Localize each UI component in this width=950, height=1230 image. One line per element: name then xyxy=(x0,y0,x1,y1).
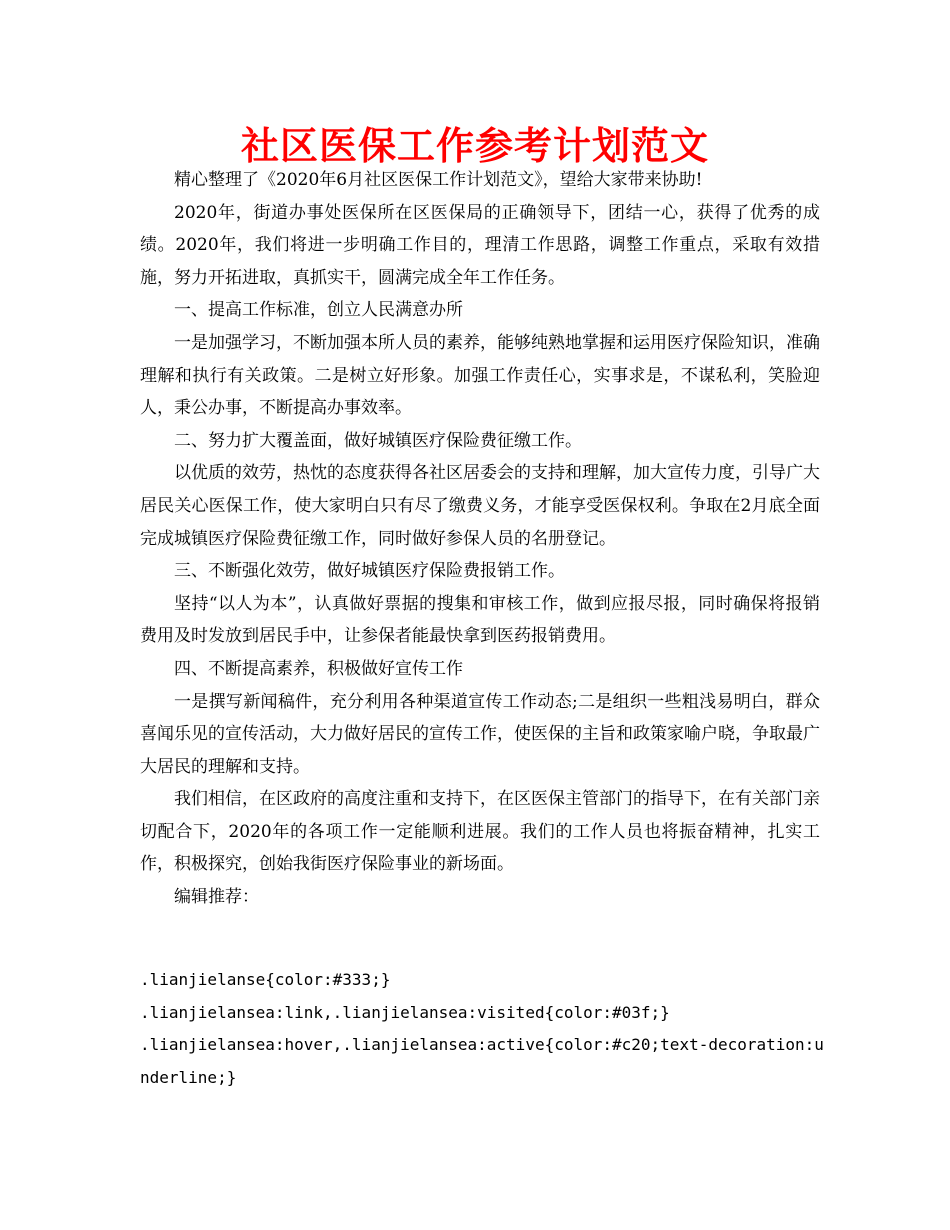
closing-paragraph: 我们相信，在区政府的高度注重和支持下，在区医保主管部门的指导下，在有关部门亲切配合下，2020年的各项工作一定能顺利进展。我们的工作人员也将振奋精神，扎实工作，积极探究，创始我街医疗保险事业的新场面。 xyxy=(140,789,820,875)
section-paragraph-2: 以优质的效劳，热忱的态度获得各社区居委会的支持和理解，加大宣传力度，引导广大居民关心医保工作，使大家明白只有尽了缴费义务，才能享受医保权利。争取在2月底全面完成城镇医疗保险费征缴工作，同时做好参保人员的名册登记。 xyxy=(140,463,820,549)
css-code-block xyxy=(140,964,830,1094)
section-paragraph-3: 坚持“以人为本”，认真做好票据的搜集和审核工作，做到应报尽报，同时确保将报销费用及时发放到居民手中，让参保者能最快拿到医药报销费用。 xyxy=(140,593,820,647)
code-line: .lianjielansea:hover,.lianjielansea:active{color:#c20;text-decoration:underline;} xyxy=(140,1035,824,1087)
summary-paragraph: 2020年，街道办事处医保所在区医保局的正确领导下，团结一心，获得了优秀的成绩。2020年，我们将进一步明确工作目的，理清工作思路，调整工作重点，采取有效措施，努力开拓进取，真抓实干，圆满完成全年工作任务。 xyxy=(140,202,820,288)
code-line: .lianjielanse{color:#333;} xyxy=(140,970,391,989)
editor-recommendation-label: 编辑推荐： xyxy=(174,887,259,908)
section-heading-2: 二、努力扩大覆盖面，做好城镇医疗保险费征缴工作。 xyxy=(174,430,582,451)
section-paragraph-1: 一是加强学习，不断加强本所人员的素养，能够纯熟地掌握和运用医疗保险知识，准确理解和执行有关政策。二是树立好形象。加强工作责任心，实事求是，不谋私利，笑脸迎人，秉公办事，不断提高办事效率。 xyxy=(140,332,820,419)
section-heading-1: 一、提高工作标准，创立人民满意办所 xyxy=(174,300,463,321)
section-heading-3: 三、不断强化效劳，做好城镇医疗保险费报销工作。 xyxy=(174,561,565,582)
code-line: .lianjielansea:link,.lianjielansea:visited{color:#03f;} xyxy=(140,1002,670,1022)
section-heading-4: 四、不断提高素养，积极做好宣传工作 xyxy=(174,658,463,679)
section-paragraph-4: 一是撰写新闻稿件，充分利用各种渠道宣传工作动态;二是组织一些粗浅易明白，群众喜闻乐见的宣传活动，大力做好居民的宣传工作，使医保的主旨和政策家喻户晓，争取最广大居民的理解和支持。 xyxy=(140,691,820,777)
document-title: 社区医保工作参考计划范文 xyxy=(240,123,709,168)
document-body xyxy=(140,164,820,914)
intro-paragraph: 精心整理了《2020年6月社区医保工作计划范文》，望给大家带来协助! xyxy=(174,170,703,190)
